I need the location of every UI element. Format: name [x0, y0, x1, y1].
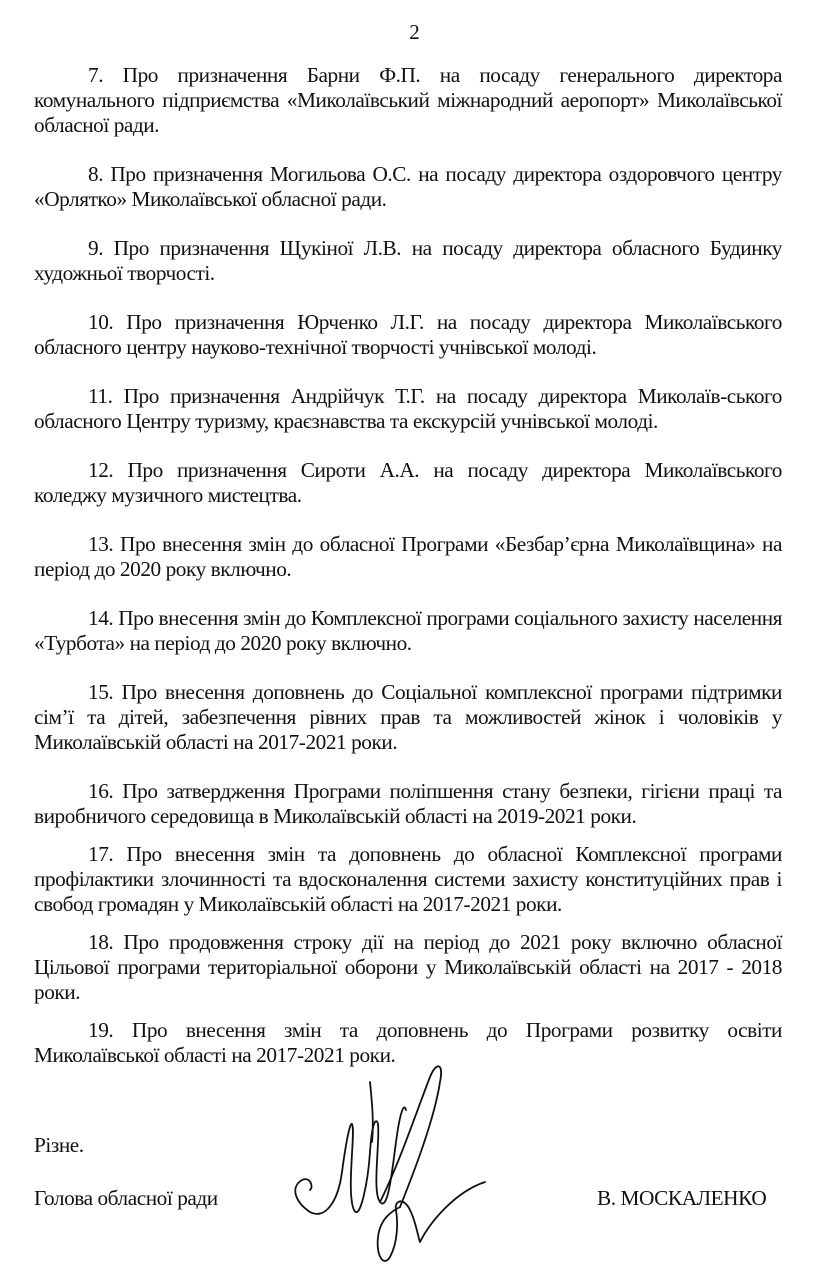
signatory-name: В. МОСКАЛЕНКО [597, 1186, 767, 1210]
agenda-item-19: 19. Про внесення змін та доповнень до Програми розвитку освіти Миколаївської області на 2017-2021 роки. [34, 1018, 782, 1067]
signatory-title: Голова обласної ради [34, 1186, 218, 1210]
misc-item: Різне. [34, 1133, 84, 1157]
agenda-item-16: 16. Про затвердження Програми поліпшення стану безпеки, гігієни праці та виробничого середовища в Миколаївській області на 2019-2021 роки. [34, 779, 782, 828]
agenda-item-18: 18. Про продовження строку дії на період до 2021 року включно обласної Цільової програми територіальної оборони у Миколаївській області на 2017 - 2018 роки. [34, 930, 782, 1004]
agenda-items [34, 63, 782, 1092]
agenda-item-13: 13. Про внесення змін до обласної Програми «Безбар’єрна Миколаївщина» на період до 2020 року включно. [34, 532, 782, 581]
agenda-item-10: 10. Про призначення Юрченко Л.Г. на посаду директора Миколаївського обласного центру науково-технічної творчості учнівської молоді. [34, 310, 782, 359]
agenda-item-14: 14. Про внесення змін до Комплексної програми соціального захисту населення «Турбота» на період до 2020 року включно. [34, 606, 782, 655]
page-number: 2 [409, 20, 420, 44]
agenda-item-17: 17. Про внесення змін та доповнень до обласної Комплексної програми профілактики злочинності та вдосконалення системи захисту конституційних прав і свобод громадян у Миколаївській області на 2017-2021 роки. [34, 842, 782, 916]
agenda-item-7: 7. Про призначення Барни Ф.П. на посаду генерального директора комунального підприємства «Миколаївський міжнародний аеропорт» Миколаївської обласної ради. [34, 63, 782, 137]
agenda-item-11: 11. Про призначення Андрійчук Т.Г. на посаду директора Миколаїв-ського обласного Центру туризму, краєзнавства та екскурсій учнівської молоді. [34, 384, 782, 433]
agenda-item-9: 9. Про призначення Щукіної Л.В. на посаду директора обласного Будинку художньої творчості. [34, 236, 782, 285]
agenda-item-12: 12. Про призначення Сироти А.А. на посаду директора Миколаївського коледжу музичного мистецтва. [34, 458, 782, 507]
handwritten-signature-icon [280, 1062, 490, 1272]
agenda-item-15: 15. Про внесення доповнень до Соціальної комплексної програми підтримки сім’ї та дітей, забезпечення рівних прав та можливостей жінок і чоловіків у Миколаївській області на 2017-2021 роки. [34, 680, 782, 754]
agenda-item-8: 8. Про призначення Могильова О.С. на посаду директора оздоровчого центру «Орлятко» Миколаївської обласної ради. [34, 162, 782, 211]
